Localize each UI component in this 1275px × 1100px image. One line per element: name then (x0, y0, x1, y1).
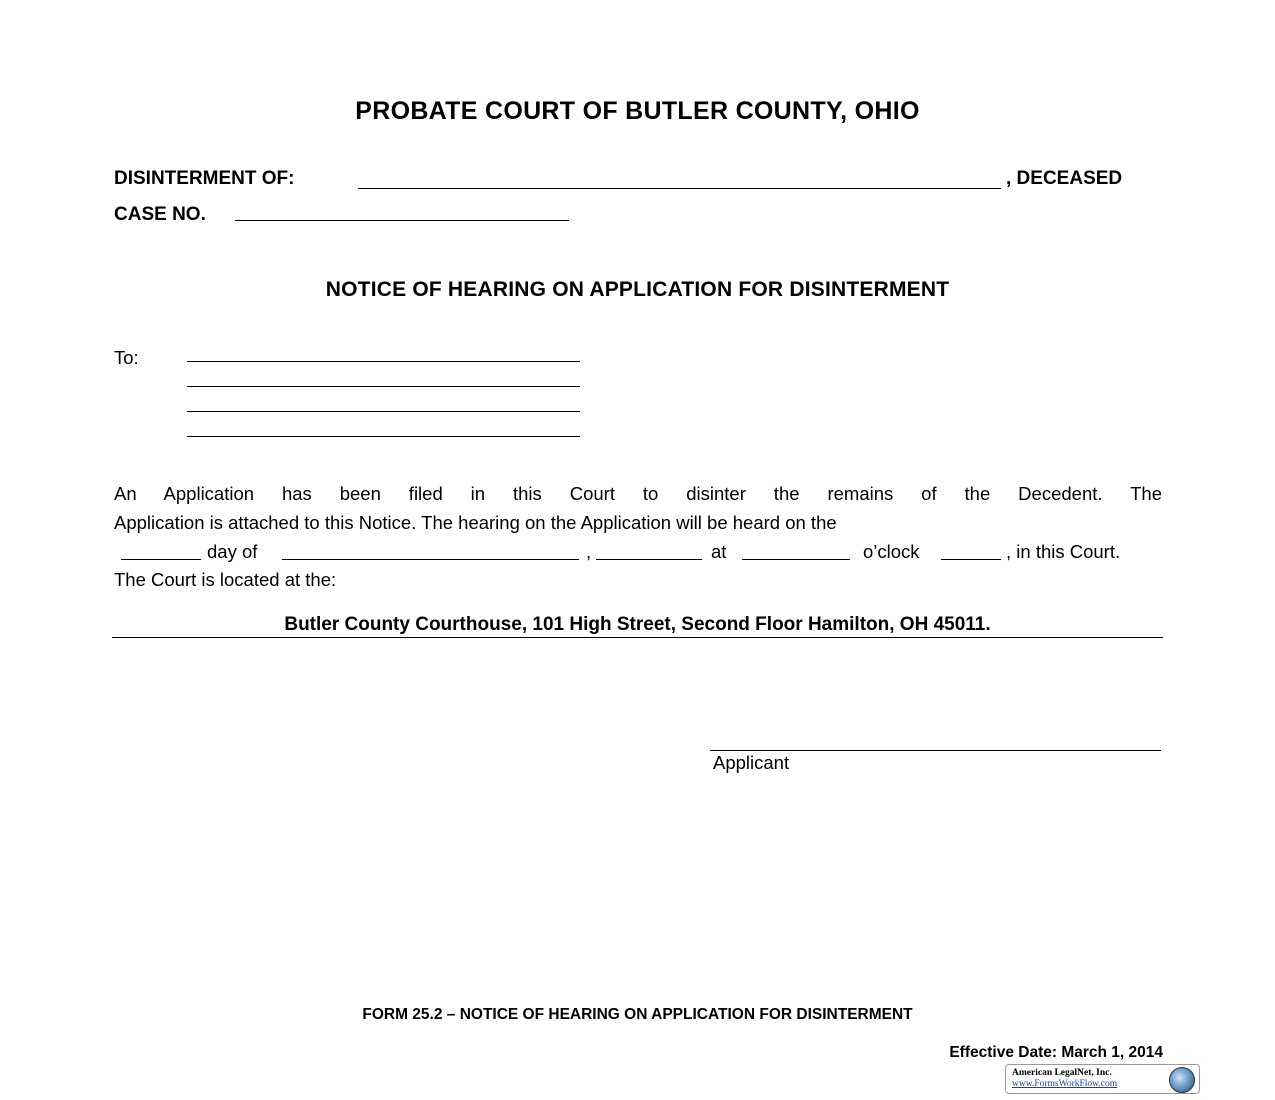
disinterment-label: DISINTERMENT OF: (114, 168, 295, 189)
body-line-1: An Application has been filed in this Court to disinter the remains of the Decedent. The (114, 483, 1162, 504)
notice-title: NOTICE OF HEARING ON APPLICATION FOR DISINTERMENT (325, 278, 950, 301)
applicant-label: Applicant (713, 752, 790, 773)
hearing-year-field[interactable] (596, 559, 702, 560)
effective-date: Effective Date: March 1, 2014 (949, 1044, 1163, 1061)
ampm-field[interactable] (941, 559, 1001, 560)
case-no-label: CASE NO. (114, 204, 206, 225)
hearing-time-field[interactable] (742, 559, 850, 560)
day-of-text: day of (207, 541, 258, 562)
american-legalnet-logo[interactable] (1005, 1064, 1200, 1094)
to-line-2[interactable] (187, 386, 580, 387)
form-footer-title: FORM 25.2 – NOTICE OF HEARING ON APPLICATION FOR DISINTERMENT (362, 1006, 913, 1023)
logo-url-link[interactable]: www.FormsWorkFlow.com (1012, 1079, 1118, 1089)
body-line-2: Application is attached to this Notice. The hearing on the Application will be heard on the (114, 512, 837, 533)
applicant-signature-field[interactable] (710, 750, 1161, 751)
deceased-label: , DECEASED (1006, 168, 1123, 189)
at-text: at (711, 541, 727, 562)
to-line-3[interactable] (187, 411, 580, 412)
hearing-day-field[interactable] (121, 559, 201, 560)
body-line-4: The Court is located at the: (114, 569, 337, 590)
to-label: To: (114, 347, 139, 368)
logo-company-name: American LegalNet, Inc. (1012, 1068, 1112, 1078)
disinterment-name-field[interactable] (358, 188, 1001, 189)
case-no-field[interactable] (235, 220, 569, 221)
oclock-text: o’clock (863, 541, 920, 562)
hearing-month-field[interactable] (282, 559, 579, 560)
comma-text: , (586, 541, 592, 562)
to-line-4[interactable] (187, 436, 580, 437)
to-line-1[interactable] (187, 361, 580, 362)
globe-icon (1169, 1067, 1195, 1093)
court-title: PROBATE COURT OF BUTLER COUNTY, OHIO (355, 97, 920, 125)
court-address: Butler County Courthouse, 101 High Street, Second Floor Hamilton, OH 45011. (112, 614, 1163, 638)
in-this-court-text: , in this Court. (1006, 541, 1121, 562)
